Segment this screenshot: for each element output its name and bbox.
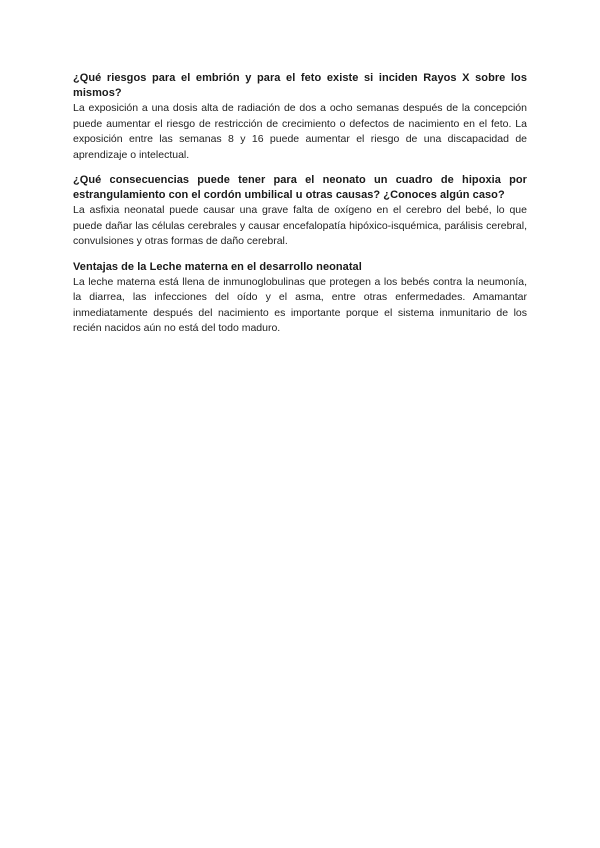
document-page: [73, 71, 527, 347]
section-paragraph: La asfixia neonatal puede causar una grave falta de oxígeno en el cerebro del bebé, lo que puede dañar las células cerebrales y causar encefalopatía hipóxico-isquémica, parálisis cerebral, convulsiones y otras formas de daño cerebral.: [73, 204, 527, 247]
section-heading: ¿Qué riesgos para el embrión y para el feto existe si inciden Rayos X sobre los mismos?: [73, 72, 527, 99]
section-heading: Ventajas de la Leche materna en el desarrollo neonatal: [73, 260, 362, 273]
section-neonatal-hypoxia: [73, 173, 527, 250]
section-paragraph: La exposición a una dosis alta de radiación de dos a ocho semanas después de la concepción puede aumentar el riesgo de restricción de crecimiento o defectos de nacimiento en el feto. La exposición entre las semanas 8 y 16 puede aumentar el riesgo de una discapacidad de aprendizaje o intelectual.: [73, 102, 527, 161]
section-paragraph: La leche materna está llena de inmunoglobulinas que protegen a los bebés contra la neumonía, la diarrea, las infecciones del oído y el asma, entre otras enfermedades. Amamantar inmediatamente después del nacimiento es importante porque el sistema inmunitario de los recién nacidos aún no está del todo maduro.: [73, 275, 527, 334]
section-heading: ¿Qué consecuencias puede tener para el neonato un cuadro de hipoxia por estrangulamiento con el cordón umbilical u otras causas? ¿Conoces algún caso?: [73, 174, 527, 201]
section-breast-milk: [73, 260, 527, 337]
section-xray-risks: [73, 71, 527, 163]
